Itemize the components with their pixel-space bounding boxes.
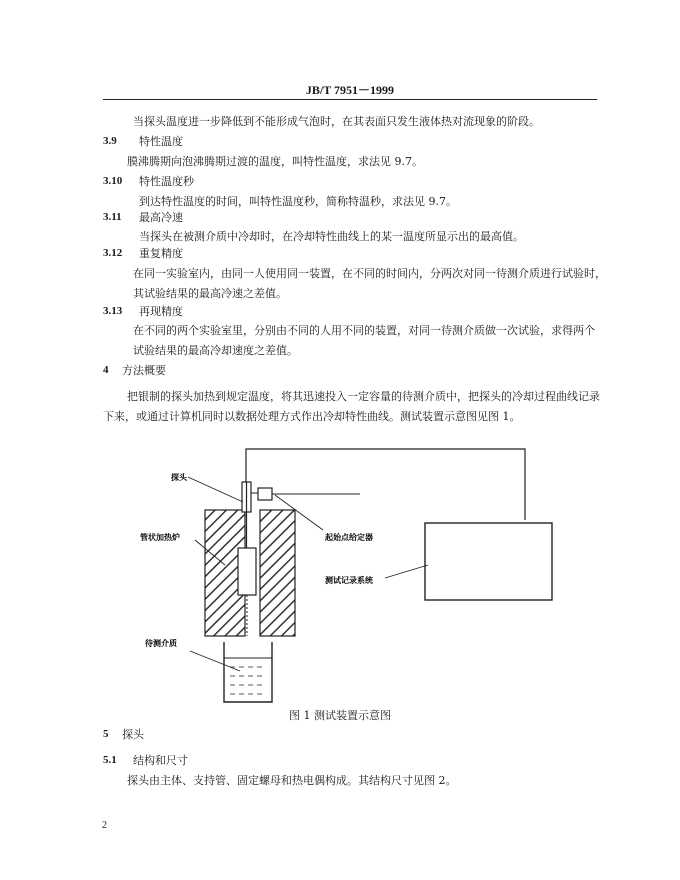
section-body-line: 试验结果的最高冷却速度之差值。 [133,344,298,357]
continuation-text: 当探头温度进一步降低到不能形成气泡时，在其表面只发生液体热对流现象的阶段。 [133,115,540,128]
section-title: 特性温度秒 [139,175,194,188]
section-title: 重复精度 [139,247,183,260]
section-title: 探头 [122,728,144,741]
section-body-line: 当探头在被测介质中冷却时，在冷却特性曲线上的某一温度所显示出的最高值。 [139,230,524,243]
section-number: 5 [103,728,109,740]
section-body-line: 到达特性温度的时间，叫特性温度秒，简称特温秒，求法见 9.7。 [139,195,457,208]
page-number: 2 [102,820,107,831]
section-title: 方法概要 [122,364,166,377]
test-recorder-box [425,523,552,600]
section-body-line: 其试验结果的最高冷速之差值。 [133,287,287,300]
section-number: 4 [103,364,109,376]
section-number: 3.12 [103,247,123,259]
section-title: 再现精度 [139,305,183,318]
section-body-line: 在不同的两个实验室里，分别由不同的人用不同的装置，对同一待测介质做一次试验，求得两个 [133,324,595,337]
figure-caption: 图 1 测试装置示意图 [289,709,391,722]
section-title: 结构和尺寸 [133,754,188,767]
section-body-line: 膜沸腾期向泡沸腾期过渡的温度，叫特性温度，求法见 9.7。 [127,155,423,168]
section-body-line: 在同一实验室内，由同一人使用同一装置，在不同的时间内，分两次对同一待测介质进行试验时， [133,267,606,280]
section-number: 3.13 [103,305,123,317]
section-title: 特性温度 [139,135,183,148]
section-number: 5.1 [103,754,117,766]
medium-beaker [224,642,272,702]
section-body-line: 把银制的探头加热到规定温度，将其迅速投入一定容量的待测介质中，把探头的冷却过程曲线记录 [127,390,600,403]
section-number: 3.11 [103,211,122,223]
section-body-line: 探头由主体、支持管、固定螺母和热电偶构成。其结构尺寸见图 2。 [127,774,457,787]
label-furnace: 管状加热炉 [140,533,180,542]
section-title: 最高冷速 [139,211,183,224]
label-recorder: 测试记录系统 [325,576,373,585]
section-number: 3.9 [103,135,117,147]
standard-code-header: JB/T 7951－1999 [305,83,395,97]
label-probe: 探头 [171,473,187,482]
section-number: 3.10 [103,175,123,187]
label-trigger: 起始点给定器 [325,533,373,542]
signal-wire [246,449,525,520]
label-medium: 待测介质 [145,639,177,648]
section-body-line: 下来，或通过计算机同时以数据处理方式作出冷却特性曲线。测试装置示意图见图 1。 [103,410,521,423]
start-point-trigger [251,488,360,500]
